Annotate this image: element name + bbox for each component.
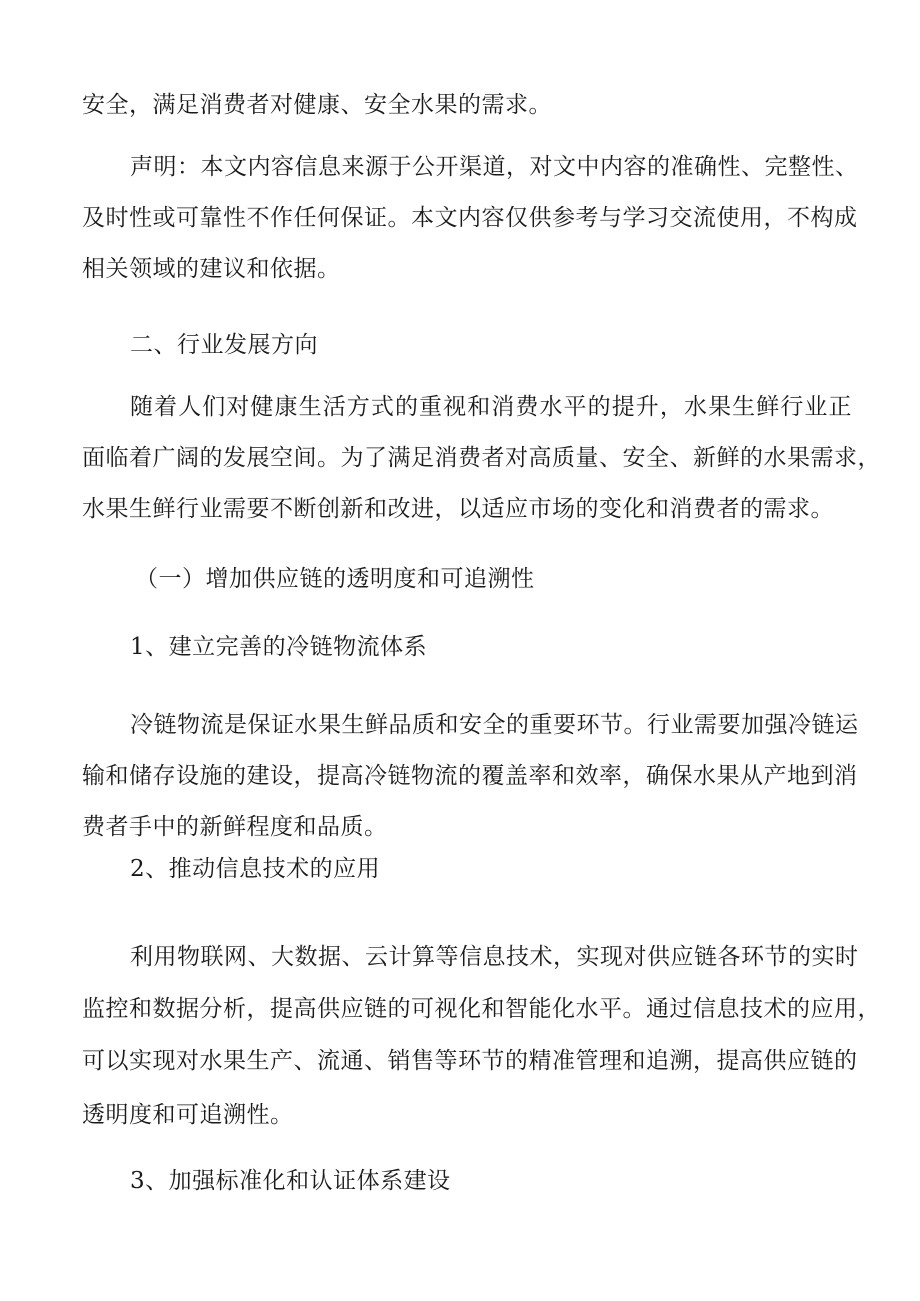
item-2-title: 2、推动信息技术的应用 <box>130 856 381 882</box>
paragraph-disclaimer-line-2: 及时性或可靠性不作任何保证。本文内容仅供参考与学习交流使用，不构成 <box>82 205 858 231</box>
paragraph-item-1-line-2: 输和储存设施的建设，提高冷链物流的覆盖率和效率，确保水果从产地到消 <box>82 763 858 789</box>
paragraph-item-2-line-1: 利用物联网、大数据、云计算等信息技术，实现对供应链各环节的实时 <box>130 944 859 970</box>
paragraph-item-1-line-1: 冷链物流是保证水果生鲜品质和安全的重要环节。行业需要加强冷链运 <box>130 712 859 738</box>
paragraph-section-2-line-1: 随着人们对健康生活方式的重视和消费水平的提升，水果生鲜行业正 <box>130 394 852 420</box>
paragraph-disclaimer-line-1: 声明：本文内容信息来源于公开渠道，对文中内容的准确性、完整性、 <box>130 154 859 180</box>
paragraph-section-2-line-2: 面临着广阔的发展空间。为了满足消费者对高质量、安全、新鲜的水果需求， <box>82 445 881 471</box>
paragraph-intro-line-1: 安全，满足消费者对健康、安全水果的需求。 <box>82 92 552 118</box>
item-1-title: 1、建立完善的冷链物流体系 <box>130 634 428 660</box>
paragraph-item-2-line-4: 透明度和可追溯性。 <box>82 1102 294 1128</box>
paragraph-item-2-line-2: 监控和数据分析，提高供应链的可视化和智能化水平。通过信息技术的应用， <box>82 996 881 1022</box>
paragraph-section-2-line-3: 水果生鲜行业需要不断创新和改进，以适应市场的变化和消费者的需求。 <box>82 496 834 522</box>
section-2-title: 二、行业发展方向 <box>130 332 318 358</box>
paragraph-item-1-line-3: 费者手中的新鲜程度和品质。 <box>82 814 388 840</box>
paragraph-item-2-line-3: 可以实现对水果生产、流通、销售等环节的精准管理和追溯，提高供应链的 <box>82 1048 858 1074</box>
subsection-1-title: （一）增加供应链的透明度和可追溯性 <box>135 566 535 592</box>
paragraph-disclaimer-line-3: 相关领域的建议和依据。 <box>82 256 341 282</box>
item-3-title: 3、加强标准化和认证体系建设 <box>130 1168 451 1194</box>
